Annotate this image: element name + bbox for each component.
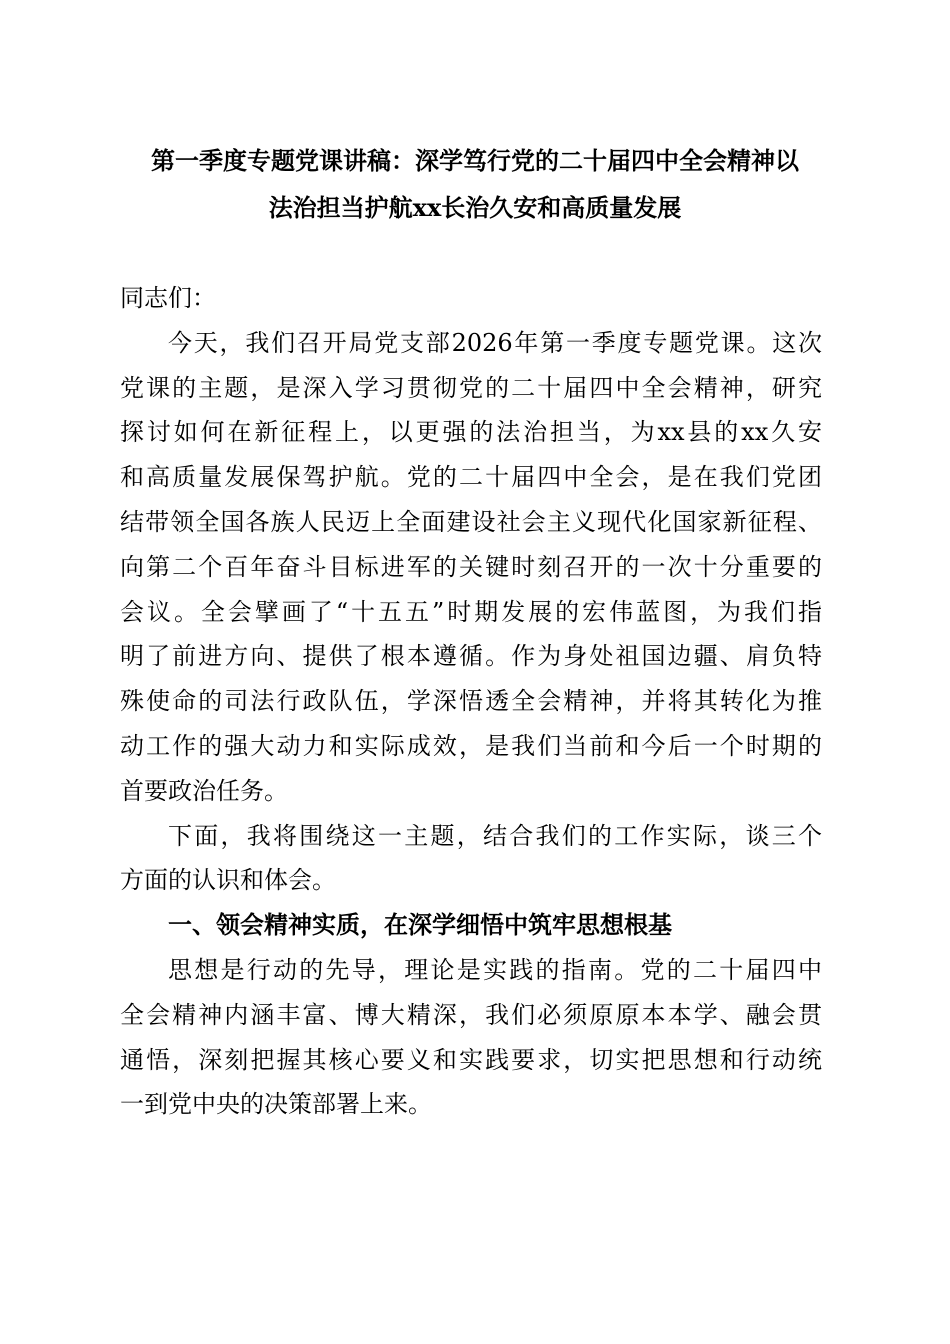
paragraph-line: 首要政治任务。 bbox=[120, 776, 288, 805]
salutation: 同志们： bbox=[120, 284, 216, 312]
paragraph-line: 全会精神内涵丰富、博大精深，我们必须原原本本学、融会贯 bbox=[120, 1000, 822, 1029]
paragraph-line: 向第二个百年奋斗目标进军的关键时刻召开的一次十分重要的 bbox=[120, 552, 822, 581]
paragraph-line: 结带领全国各族人民迈上全面建设社会主义现代化国家新征程、 bbox=[120, 507, 822, 536]
document-body bbox=[120, 276, 822, 1127]
section-heading-1: 一、领会精神实质，在深学细悟中筑牢思想根基 bbox=[168, 910, 672, 940]
paragraph-line: 探讨如何在新征程上，以更强的法治担当，为xx县的xx久安 bbox=[120, 418, 822, 447]
paragraph-line: 动工作的强大动力和实际成效，是我们当前和今后一个时期的 bbox=[120, 731, 822, 760]
paragraph-line: 方面的认识和体会。 bbox=[120, 866, 336, 895]
paragraph-line: 会议。全会擘画了“十五五”时期发展的宏伟蓝图，为我们指 bbox=[120, 597, 822, 626]
paragraph-line: 思想是行动的先导，理论是实践的指南。党的二十届四中 bbox=[168, 955, 822, 984]
paragraph-line: 殊使命的司法行政队伍，学深悟透全会精神，并将其转化为推 bbox=[120, 687, 822, 716]
document-title bbox=[100, 137, 850, 231]
paragraph-line: 党课的主题，是深入学习贯彻党的二十届四中全会精神，研究 bbox=[120, 373, 822, 402]
paragraph-line: 明了前进方向、提供了根本遵循。作为身处祖国边疆、肩负特 bbox=[120, 642, 822, 671]
paragraph-2 bbox=[120, 814, 822, 904]
paragraph-3 bbox=[120, 948, 822, 1127]
title-line: 第一季度专题党课讲稿：深学笃行党的二十届四中全会精神以 bbox=[151, 146, 799, 175]
paragraph-line: 一到党中央的决策部署上来。 bbox=[120, 1090, 432, 1119]
paragraph-line: 下面，我将围绕这一主题，结合我们的工作实际，谈三个 bbox=[168, 821, 822, 850]
paragraph-1 bbox=[120, 321, 822, 814]
paragraph-line: 和高质量发展保驾护航。党的二十届四中全会，是在我们党团 bbox=[120, 463, 822, 492]
paragraph-line: 今天，我们召开局党支部2026年第一季度专题党课。这次 bbox=[168, 328, 822, 357]
paragraph-line: 通悟，深刻把握其核心要义和实践要求，切实把思想和行动统 bbox=[120, 1045, 822, 1074]
title-line: 法治担当护航xx长治久安和高质量发展 bbox=[268, 193, 682, 222]
